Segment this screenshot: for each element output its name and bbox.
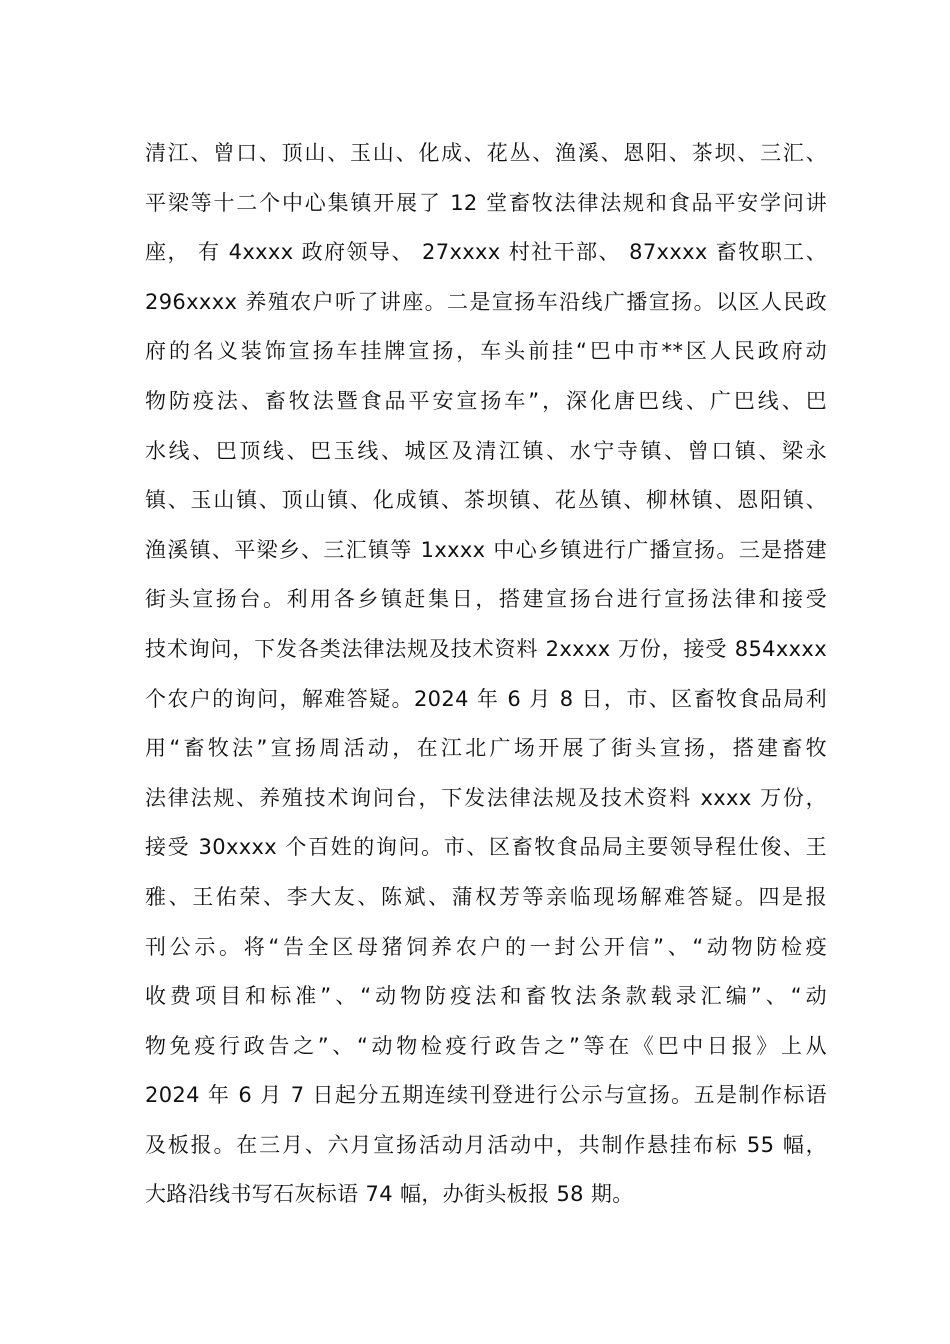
text-line: 刊公示。将“告全区母猪饲养农户的一封公开信”、“动物防检疫: [145, 934, 827, 959]
body-paragraph: [145, 129, 827, 1220]
text-line: 接受 30xxxx 个百姓的询问。市、区畜牧食品局主要领导程仕俊、王: [145, 835, 827, 860]
text-line: 雅、王佑荣、李大友、陈斌、蒲权芳等亲临现场解难答疑。四是报: [145, 884, 827, 909]
text-line: 技术询问，下发各类法律法规及技术资料 2xxxx 万份，接受 854xxxx: [145, 636, 827, 661]
text-line: 平梁等十二个中心集镇开展了 12 堂畜牧法律法规和食品平安学问讲: [145, 190, 827, 215]
text-line: 物防疫法、畜牧法暨食品平安宣扬车”，深化唐巴线、广巴线、巴: [145, 388, 827, 413]
text-line: 2024 年 6 月 7 日起分五期连续刊登进行公示与宣扬。五是制作标语: [145, 1083, 827, 1108]
text-line: 物免疫行政告之”、“动物检疫行政告之”等在《巴中日报》上从: [145, 1033, 827, 1058]
text-line: 清江、曾口、顶山、玉山、化成、花丛、渔溪、恩阳、茶坝、三汇、: [145, 141, 827, 165]
text-line: 座， 有 4xxxx 政府领导、 27xxxx 村社干部、 87xxxx 畜牧职工、: [145, 240, 827, 265]
text-line: 水线、巴顶线、巴玉线、城区及清江镇、水宁寺镇、曾口镇、梁永: [145, 438, 827, 463]
text-line: 渔溪镇、平梁乡、三汇镇等 1xxxx 中心乡镇进行广播宣扬。三是搭建: [145, 537, 827, 562]
text-line: 个农户的询问，解难答疑。2024 年 6 月 8 日，市、区畜牧食品局利: [145, 686, 827, 711]
text-line: 府的名义装饰宣扬车挂牌宣扬，车头前挂“巴中市**区人民政府动: [145, 339, 827, 364]
text-line: 及板报。在三月、六月宣扬活动月活动中，共制作悬挂布标 55 幅，: [145, 1132, 827, 1157]
text-line: 法律法规、养殖技术询问台，下发法律法规及技术资料 xxxx 万份，: [145, 785, 827, 810]
text-line: 镇、玉山镇、顶山镇、化成镇、茶坝镇、花丛镇、柳林镇、恩阳镇、: [145, 488, 827, 513]
text-line: 收费项目和标准”、“动物防疫法和畜牧法条款载录汇编”、“动: [145, 984, 827, 1009]
text-line: 296xxxx 养殖农户听了讲座。二是宣扬车沿线广播宣扬。以区人民政: [145, 289, 827, 314]
text-line: 用“畜牧法”宣扬周活动，在江北广场开展了街头宣扬，搭建畜牧: [145, 736, 827, 761]
text-line: 大路沿线书写石灰标语 74 幅，办街头板报 58 期。: [145, 1182, 634, 1207]
text-line: 街头宣扬台。利用各乡镇赶集日，搭建宣扬台进行宣扬法律和接受: [145, 587, 827, 612]
